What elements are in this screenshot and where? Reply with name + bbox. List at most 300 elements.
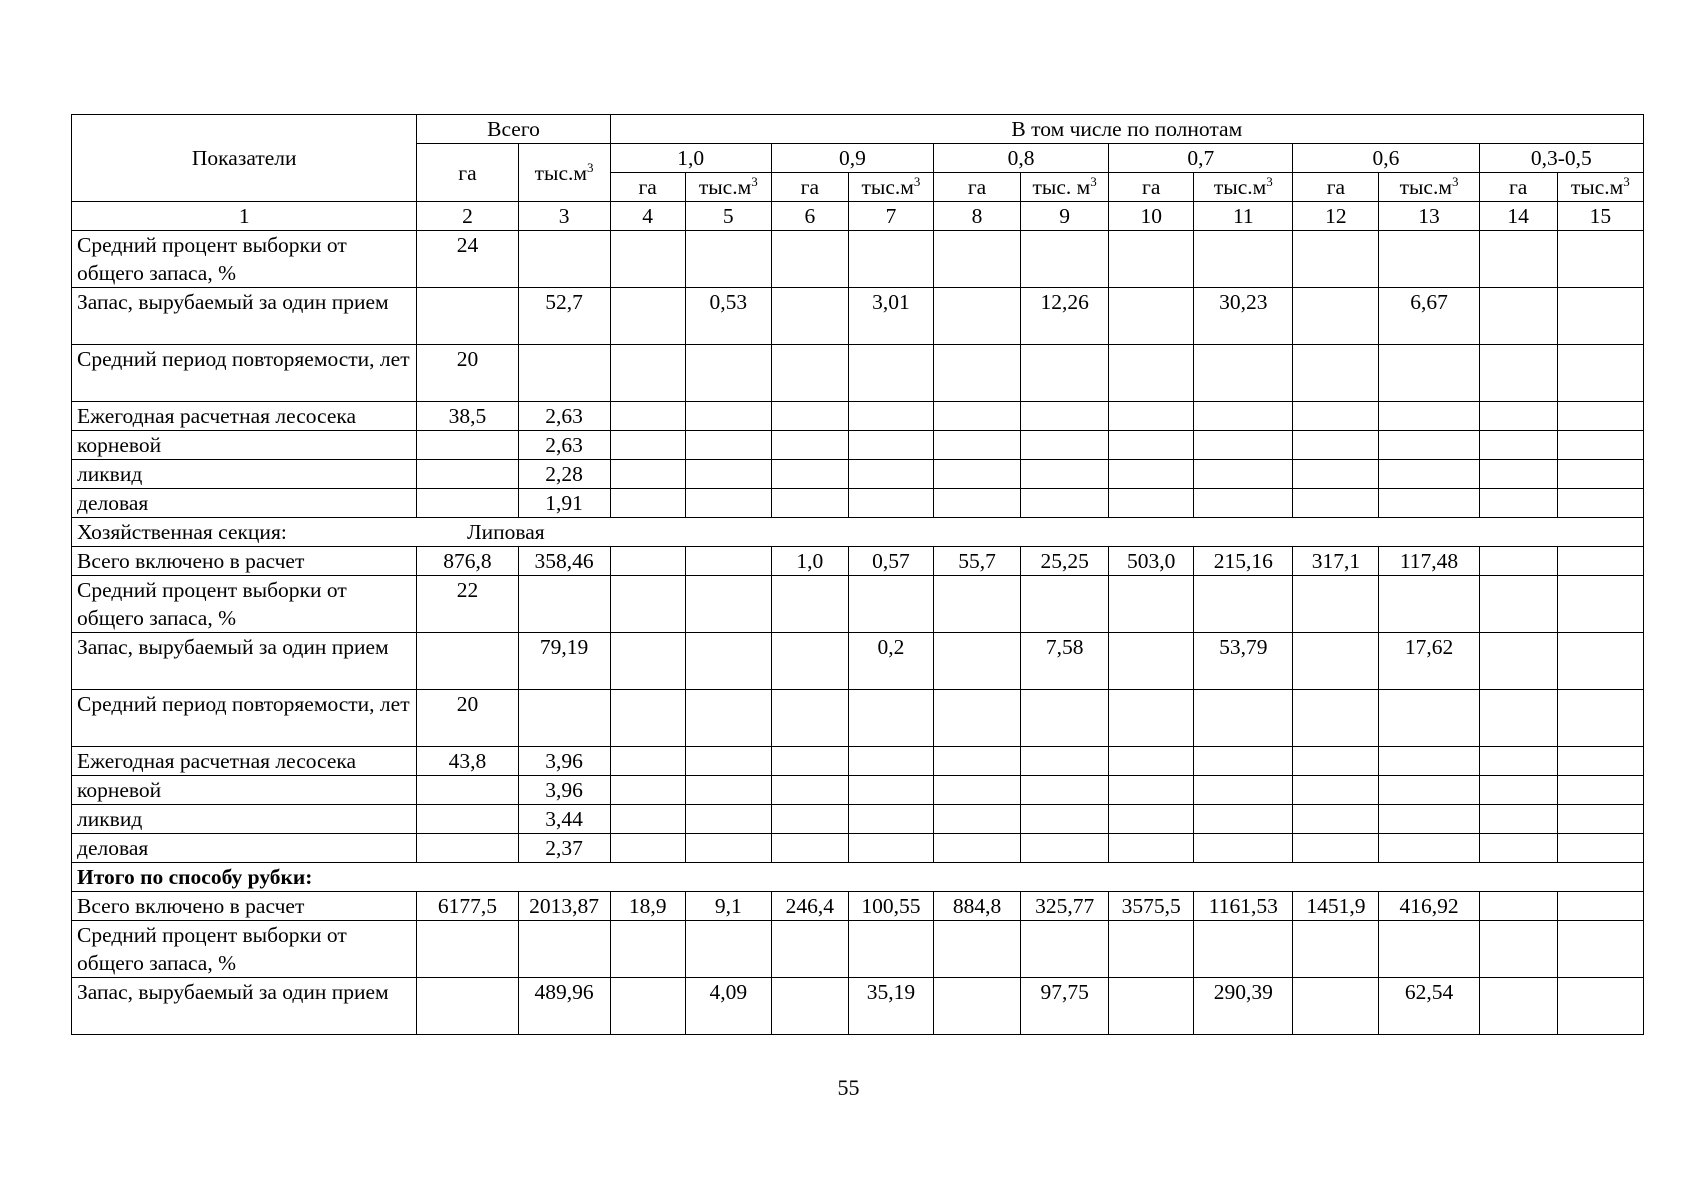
row-value	[1293, 231, 1379, 288]
row-value	[848, 489, 933, 518]
column-number: 6	[771, 202, 848, 231]
row-value	[685, 489, 771, 518]
row-value: 3,96	[518, 747, 610, 776]
row-value	[1379, 805, 1479, 834]
row-value	[1194, 576, 1293, 633]
row-value	[1021, 402, 1109, 431]
table-row	[72, 805, 1644, 834]
row-value: 25,25	[1021, 547, 1109, 576]
row-value: 55,7	[933, 547, 1020, 576]
table-row	[72, 431, 1644, 460]
row-label: корневой	[72, 776, 417, 805]
row-value	[1021, 921, 1109, 978]
row-value	[1379, 690, 1479, 747]
row-value: 246,4	[771, 892, 848, 921]
row-value	[685, 231, 771, 288]
row-value: 3575,5	[1109, 892, 1194, 921]
row-value	[771, 345, 848, 402]
row-value: 215,16	[1194, 547, 1293, 576]
table-row	[72, 576, 1644, 633]
table-row	[72, 231, 1644, 288]
row-value	[1479, 834, 1557, 863]
row-value	[1557, 633, 1643, 690]
row-value	[933, 776, 1020, 805]
row-value	[1109, 921, 1194, 978]
row-value	[518, 921, 610, 978]
row-value	[1109, 345, 1194, 402]
header-total-volume	[518, 144, 610, 202]
row-value	[417, 834, 518, 863]
forest-calculation-table	[71, 114, 1644, 1035]
row-value	[1379, 576, 1479, 633]
row-value	[933, 576, 1020, 633]
row-value	[771, 460, 848, 489]
row-value	[1293, 576, 1379, 633]
row-value	[417, 921, 518, 978]
row-label: Средний процент выборки от общего запаса, %	[72, 921, 417, 978]
row-value: 3,96	[518, 776, 610, 805]
row-value	[1557, 431, 1643, 460]
row-label: Ежегодная расчетная лесосека	[72, 402, 417, 431]
row-value	[771, 231, 848, 288]
row-value: 7,58	[1021, 633, 1109, 690]
row-value	[933, 805, 1020, 834]
row-value: 18,9	[610, 892, 685, 921]
row-value	[1557, 747, 1643, 776]
row-label: Средний период повторяемости, лет	[72, 345, 417, 402]
row-value	[610, 460, 685, 489]
row-label: Всего включено в расчет	[72, 892, 417, 921]
row-value	[771, 288, 848, 345]
row-value	[417, 288, 518, 345]
row-value	[1379, 747, 1479, 776]
row-value: 38,5	[417, 402, 518, 431]
row-value: 325,77	[1021, 892, 1109, 921]
column-number-row	[72, 202, 1644, 231]
row-value	[610, 776, 685, 805]
header-density-0-7: 0,7	[1109, 144, 1293, 173]
row-value: 62,54	[1379, 978, 1479, 1035]
row-value: 2,63	[518, 402, 610, 431]
row-value	[771, 834, 848, 863]
row-value	[771, 690, 848, 747]
row-value	[417, 460, 518, 489]
row-value	[1479, 460, 1557, 489]
row-value	[933, 921, 1020, 978]
row-label: деловая	[72, 834, 417, 863]
row-value	[1557, 690, 1643, 747]
row-value	[1479, 402, 1557, 431]
row-value	[848, 690, 933, 747]
row-value	[1479, 547, 1557, 576]
row-value: 1,0	[771, 547, 848, 576]
row-value	[771, 633, 848, 690]
row-value	[771, 747, 848, 776]
row-value	[1479, 747, 1557, 776]
row-value	[1021, 460, 1109, 489]
row-value	[417, 776, 518, 805]
section-label: Хозяйственная секция:	[77, 520, 287, 544]
row-value: 2013,87	[518, 892, 610, 921]
row-value	[1194, 690, 1293, 747]
row-value: 43,8	[417, 747, 518, 776]
row-value	[518, 345, 610, 402]
column-number: 9	[1021, 202, 1109, 231]
row-value	[685, 921, 771, 978]
row-value	[1194, 231, 1293, 288]
row-value: 1451,9	[1293, 892, 1379, 921]
unit-superscript: 3	[1451, 173, 1459, 189]
column-number: 12	[1293, 202, 1379, 231]
row-value	[1194, 921, 1293, 978]
unit-label: тыс.м	[1570, 175, 1624, 199]
row-value	[771, 805, 848, 834]
column-number: 14	[1479, 202, 1557, 231]
row-value: 6177,5	[417, 892, 518, 921]
row-value	[933, 460, 1020, 489]
table-row	[72, 460, 1644, 489]
row-value	[685, 633, 771, 690]
row-value	[1379, 460, 1479, 489]
row-value	[417, 431, 518, 460]
row-label: ликвид	[72, 805, 417, 834]
header-unit-ha: га	[933, 173, 1020, 202]
row-value	[685, 402, 771, 431]
row-value	[1109, 489, 1194, 518]
table-row	[72, 690, 1644, 747]
row-label: Средний процент выборки от общего запаса, %	[72, 576, 417, 633]
header-unit-ha: га	[771, 173, 848, 202]
unit-label: тыс.м	[1399, 175, 1452, 199]
row-value	[610, 345, 685, 402]
row-value	[1557, 805, 1643, 834]
row-value	[1557, 231, 1643, 288]
row-value	[1379, 231, 1479, 288]
row-value	[771, 776, 848, 805]
row-value	[1109, 288, 1194, 345]
row-value	[848, 834, 933, 863]
row-value	[1293, 633, 1379, 690]
header-density-0-6: 0,6	[1293, 144, 1479, 173]
row-value	[1109, 231, 1194, 288]
page-number: 55	[837, 1075, 860, 1100]
table-row	[72, 489, 1644, 518]
row-value	[933, 834, 1020, 863]
row-value	[1021, 776, 1109, 805]
header-unit-volume	[848, 173, 933, 202]
table-row	[72, 892, 1644, 921]
row-value: 317,1	[1293, 547, 1379, 576]
row-value	[1109, 690, 1194, 747]
row-value	[1479, 489, 1557, 518]
row-value	[610, 288, 685, 345]
row-value: 3,44	[518, 805, 610, 834]
row-value	[933, 489, 1020, 518]
row-value: 53,79	[1194, 633, 1293, 690]
row-value	[1293, 288, 1379, 345]
column-number: 3	[518, 202, 610, 231]
row-value	[417, 489, 518, 518]
row-value	[1293, 460, 1379, 489]
unit-label: тыс.м	[1213, 175, 1267, 199]
row-value	[771, 489, 848, 518]
row-value	[1479, 690, 1557, 747]
column-number: 8	[933, 202, 1020, 231]
row-value: 12,26	[1021, 288, 1109, 345]
row-value	[933, 345, 1020, 402]
row-value	[771, 402, 848, 431]
section-row-linden-cell	[72, 518, 1644, 547]
row-value	[1557, 978, 1643, 1035]
column-number: 13	[1379, 202, 1479, 231]
row-value: 30,23	[1194, 288, 1293, 345]
table-row	[72, 345, 1644, 402]
header-density-0-3-0-5: 0,3-0,5	[1479, 144, 1643, 173]
row-value: 117,48	[1379, 547, 1479, 576]
unit-label: тыс.м	[861, 175, 914, 199]
row-value	[1557, 776, 1643, 805]
row-value	[610, 402, 685, 431]
row-label: Средний период повторяемости, лет	[72, 690, 417, 747]
row-value	[1479, 805, 1557, 834]
row-value	[417, 805, 518, 834]
row-value: 52,7	[518, 288, 610, 345]
row-value	[933, 978, 1020, 1035]
row-value: 0,57	[848, 547, 933, 576]
row-label: Запас, вырубаемый за один прием	[72, 288, 417, 345]
column-number: 7	[848, 202, 933, 231]
header-density-0-9: 0,9	[771, 144, 933, 173]
row-value	[933, 747, 1020, 776]
row-value: 6,67	[1379, 288, 1479, 345]
row-value	[933, 288, 1020, 345]
row-value	[1194, 402, 1293, 431]
row-value: 97,75	[1021, 978, 1109, 1035]
section-row-linden	[72, 518, 1644, 547]
row-value	[848, 747, 933, 776]
row-value	[685, 576, 771, 633]
header-unit-volume	[1194, 173, 1293, 202]
row-value	[610, 576, 685, 633]
row-value	[1293, 805, 1379, 834]
section-row-total-cell	[72, 863, 1644, 892]
row-value	[1557, 489, 1643, 518]
row-value	[417, 978, 518, 1035]
table-row	[72, 747, 1644, 776]
row-value	[518, 231, 610, 288]
row-value	[685, 747, 771, 776]
row-value	[1194, 747, 1293, 776]
column-number: 5	[685, 202, 771, 231]
row-value	[1479, 776, 1557, 805]
row-value	[1194, 776, 1293, 805]
row-value	[1194, 345, 1293, 402]
row-value	[1293, 690, 1379, 747]
row-value: 24	[417, 231, 518, 288]
column-number: 15	[1557, 202, 1643, 231]
row-value	[1021, 431, 1109, 460]
row-value	[933, 402, 1020, 431]
row-value	[771, 576, 848, 633]
header-density-0-8: 0,8	[933, 144, 1108, 173]
row-value	[610, 978, 685, 1035]
row-value	[518, 690, 610, 747]
row-label: Всего включено в расчет	[72, 547, 417, 576]
row-value	[1109, 747, 1194, 776]
row-label: ликвид	[72, 460, 417, 489]
row-value: 489,96	[518, 978, 610, 1035]
row-value	[1021, 345, 1109, 402]
row-value	[1479, 978, 1557, 1035]
row-value	[1479, 345, 1557, 402]
row-value	[1293, 431, 1379, 460]
row-value	[1021, 231, 1109, 288]
row-value: 3,01	[848, 288, 933, 345]
row-value: 0,2	[848, 633, 933, 690]
row-value	[610, 921, 685, 978]
row-value	[1557, 834, 1643, 863]
row-value: 358,46	[518, 547, 610, 576]
column-number: 1	[72, 202, 417, 231]
row-value	[1379, 921, 1479, 978]
row-value: 876,8	[417, 547, 518, 576]
row-value	[1194, 460, 1293, 489]
row-value: 4,09	[685, 978, 771, 1035]
table-row	[72, 633, 1644, 690]
row-value	[1109, 776, 1194, 805]
row-value	[1557, 921, 1643, 978]
row-value: 884,8	[933, 892, 1020, 921]
row-value	[1109, 431, 1194, 460]
row-value	[1479, 431, 1557, 460]
row-value	[848, 805, 933, 834]
row-value	[1109, 633, 1194, 690]
row-value	[1557, 402, 1643, 431]
header-total-ha: га	[417, 144, 518, 202]
row-value: 503,0	[1109, 547, 1194, 576]
row-value	[1194, 431, 1293, 460]
unit-superscript: 3	[913, 173, 921, 189]
header-unit-volume	[1379, 173, 1479, 202]
row-value	[848, 431, 933, 460]
row-value	[1293, 345, 1379, 402]
row-value	[1557, 345, 1643, 402]
row-value	[1557, 288, 1643, 345]
row-value	[518, 576, 610, 633]
row-value: 22	[417, 576, 518, 633]
row-value: 2,28	[518, 460, 610, 489]
row-value	[610, 231, 685, 288]
row-value: 290,39	[1194, 978, 1293, 1035]
column-number: 2	[417, 202, 518, 231]
row-value: 416,92	[1379, 892, 1479, 921]
row-value	[933, 690, 1020, 747]
row-value	[1479, 231, 1557, 288]
header-total: Всего	[417, 115, 610, 144]
table-row	[72, 402, 1644, 431]
row-value	[848, 921, 933, 978]
row-value	[1557, 892, 1643, 921]
row-label: Запас, вырубаемый за один прием	[72, 633, 417, 690]
row-value	[1194, 805, 1293, 834]
row-value: 20	[417, 345, 518, 402]
row-value	[848, 776, 933, 805]
row-label: корневой	[72, 431, 417, 460]
row-value	[1379, 345, 1479, 402]
row-value: 9,1	[685, 892, 771, 921]
row-value: 35,19	[848, 978, 933, 1035]
row-value: 17,62	[1379, 633, 1479, 690]
row-value	[1557, 576, 1643, 633]
column-number: 10	[1109, 202, 1194, 231]
row-value	[685, 805, 771, 834]
row-value	[1109, 402, 1194, 431]
row-value	[1479, 576, 1557, 633]
row-value	[685, 690, 771, 747]
row-value	[1379, 402, 1479, 431]
header-unit-ha: га	[1109, 173, 1194, 202]
row-value	[1021, 576, 1109, 633]
header-unit-volume	[1557, 173, 1643, 202]
row-value	[1557, 547, 1643, 576]
row-value	[848, 576, 933, 633]
table-row	[72, 921, 1644, 978]
row-value	[1021, 690, 1109, 747]
row-value	[1293, 978, 1379, 1035]
row-value	[848, 460, 933, 489]
header-row-1	[72, 115, 1644, 144]
row-value	[610, 547, 685, 576]
column-number: 11	[1194, 202, 1293, 231]
row-value	[1379, 431, 1479, 460]
section-label: Итого по способу рубки:	[77, 865, 313, 889]
row-value	[1379, 776, 1479, 805]
row-value	[610, 431, 685, 460]
row-value	[610, 690, 685, 747]
row-value	[933, 633, 1020, 690]
unit-label: тыс.м	[534, 160, 588, 185]
row-value	[685, 345, 771, 402]
row-value: 100,55	[848, 892, 933, 921]
row-value	[685, 776, 771, 805]
unit-superscript: 3	[751, 173, 758, 189]
header-unit-volume	[1021, 173, 1109, 202]
row-value	[1293, 921, 1379, 978]
table-row	[72, 776, 1644, 805]
row-value	[1109, 460, 1194, 489]
row-value	[1379, 489, 1479, 518]
row-value	[1293, 402, 1379, 431]
row-value	[1021, 489, 1109, 518]
row-value	[771, 921, 848, 978]
row-value	[1109, 834, 1194, 863]
header-unit-volume	[685, 173, 771, 202]
row-value	[685, 834, 771, 863]
row-value	[1557, 460, 1643, 489]
section-row-total	[72, 863, 1644, 892]
row-value: 20	[417, 690, 518, 747]
row-value	[610, 633, 685, 690]
row-value	[1194, 489, 1293, 518]
row-value	[1021, 747, 1109, 776]
row-value	[1293, 747, 1379, 776]
row-value	[610, 834, 685, 863]
row-value	[1293, 776, 1379, 805]
header-unit-ha: га	[1479, 173, 1557, 202]
unit-superscript: 3	[1266, 173, 1273, 189]
unit-label: тыс. м	[1032, 175, 1091, 199]
row-value	[1021, 805, 1109, 834]
